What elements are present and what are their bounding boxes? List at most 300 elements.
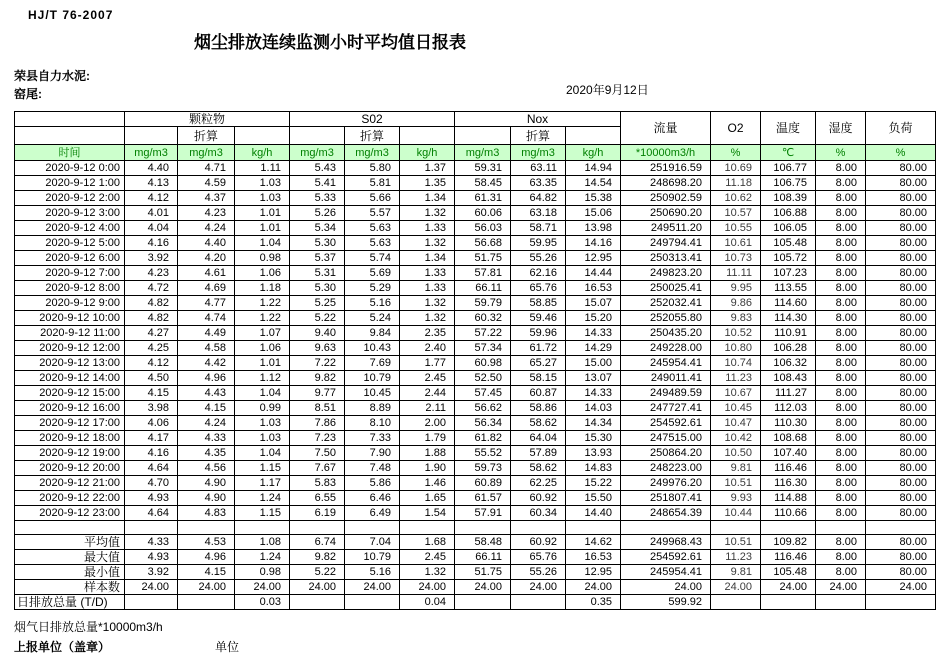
- unit-header: %: [711, 145, 761, 161]
- data-cell: 1.04: [235, 446, 290, 461]
- data-cell: 65.76: [511, 281, 566, 296]
- data-cell: 1.24: [235, 550, 290, 565]
- data-cell: 112.03: [761, 401, 816, 416]
- data-cell: [511, 595, 566, 610]
- data-cell: 7.22: [290, 356, 345, 371]
- table-row: [15, 161, 936, 176]
- report-table-wrapper: [14, 111, 936, 610]
- data-cell: 249511.20: [621, 221, 711, 236]
- data-cell: 59.31: [455, 161, 511, 176]
- data-cell: 80.00: [866, 281, 936, 296]
- data-cell: 8.00: [816, 550, 866, 565]
- data-cell: 10.69: [711, 161, 761, 176]
- summary-label: 平均值: [15, 535, 125, 550]
- data-cell: 4.23: [125, 266, 178, 281]
- data-cell: 4.06: [125, 416, 178, 431]
- data-cell: 60.32: [455, 311, 511, 326]
- data-cell: [866, 595, 936, 610]
- data-cell: 4.53: [178, 535, 235, 550]
- data-cell: 8.00: [816, 326, 866, 341]
- data-cell: 250690.20: [621, 206, 711, 221]
- data-cell: 24.00: [455, 580, 511, 595]
- data-cell: 8.00: [816, 191, 866, 206]
- time-cell: 2020-9-12 22:00: [15, 491, 125, 506]
- data-cell: 1.22: [235, 311, 290, 326]
- data-cell: 80.00: [866, 371, 936, 386]
- converted-header-so2: 折算: [345, 127, 400, 145]
- data-cell: 24.00: [290, 580, 345, 595]
- data-cell: 80.00: [866, 266, 936, 281]
- data-cell: 59.96: [511, 326, 566, 341]
- data-cell: 4.13: [125, 176, 178, 191]
- data-cell: 4.04: [125, 221, 178, 236]
- group-header-nox: Nox: [455, 112, 621, 127]
- data-cell: 108.43: [761, 371, 816, 386]
- data-cell: 1.33: [400, 221, 455, 236]
- data-cell: 248698.20: [621, 176, 711, 191]
- data-cell: 2.00: [400, 416, 455, 431]
- data-cell: 1.68: [400, 535, 455, 550]
- data-cell: 10.73: [711, 251, 761, 266]
- time-header-blank: [15, 112, 125, 127]
- table-row: [15, 341, 936, 356]
- data-cell: 14.40: [566, 506, 621, 521]
- time-cell: 2020-9-12 6:00: [15, 251, 125, 266]
- time-cell: 2020-9-12 4:00: [15, 221, 125, 236]
- data-cell: 6.74: [290, 535, 345, 550]
- data-cell: 8.00: [816, 281, 866, 296]
- data-cell: 15.30: [566, 431, 621, 446]
- data-cell: 80.00: [866, 341, 936, 356]
- company-name: 荣县自力水泥:: [14, 69, 90, 83]
- table-row: [15, 176, 936, 191]
- data-cell: 1.03: [235, 416, 290, 431]
- data-cell: 9.81: [711, 565, 761, 580]
- data-cell: 8.00: [816, 446, 866, 461]
- data-cell: 1.77: [400, 356, 455, 371]
- data-cell: 250435.20: [621, 326, 711, 341]
- data-cell: 24.00: [711, 580, 761, 595]
- data-cell: 1.15: [235, 461, 290, 476]
- data-cell: 9.95: [711, 281, 761, 296]
- data-cell: 64.82: [511, 191, 566, 206]
- flow-total-note: 烟气日排放总量*10000m3/h: [14, 620, 163, 634]
- data-cell: 2.11: [400, 401, 455, 416]
- data-cell: 8.00: [816, 401, 866, 416]
- data-cell: 5.29: [345, 281, 400, 296]
- data-cell: 251916.59: [621, 161, 711, 176]
- data-cell: [345, 595, 400, 610]
- data-cell: 12.95: [566, 565, 621, 580]
- unit-header: kg/h: [235, 145, 290, 161]
- data-cell: 7.48: [345, 461, 400, 476]
- data-cell: 80.00: [866, 161, 936, 176]
- blank-cell: [761, 521, 816, 535]
- data-cell: 11.11: [711, 266, 761, 281]
- data-cell: 4.83: [178, 506, 235, 521]
- summary-label: 最大值: [15, 550, 125, 565]
- site-name: 窑尾:: [14, 87, 42, 101]
- data-cell: 5.43: [290, 161, 345, 176]
- data-cell: 1.01: [235, 356, 290, 371]
- data-cell: 16.53: [566, 281, 621, 296]
- summary-row: [15, 580, 936, 595]
- data-cell: 80.00: [866, 296, 936, 311]
- data-cell: 60.98: [455, 356, 511, 371]
- data-cell: 60.92: [511, 491, 566, 506]
- units-row: [15, 145, 936, 161]
- data-cell: 108.39: [761, 191, 816, 206]
- data-cell: 245954.41: [621, 565, 711, 580]
- data-cell: 4.74: [178, 311, 235, 326]
- data-cell: 63.18: [511, 206, 566, 221]
- data-cell: 60.06: [455, 206, 511, 221]
- unit-header: *10000m3/h: [621, 145, 711, 161]
- data-cell: 4.27: [125, 326, 178, 341]
- data-cell: 8.00: [816, 535, 866, 550]
- data-cell: 2.35: [400, 326, 455, 341]
- group-header-temperature: 温度: [761, 112, 816, 145]
- unit-header: kg/h: [400, 145, 455, 161]
- data-cell: 254592.61: [621, 550, 711, 565]
- data-cell: 116.46: [761, 550, 816, 565]
- data-cell: 9.82: [290, 371, 345, 386]
- data-cell: 1.32: [400, 206, 455, 221]
- data-cell: 8.00: [816, 476, 866, 491]
- unit-header: mg/m3: [455, 145, 511, 161]
- data-cell: 9.83: [711, 311, 761, 326]
- data-cell: 14.94: [566, 161, 621, 176]
- data-cell: 4.72: [125, 281, 178, 296]
- data-cell: 1.03: [235, 191, 290, 206]
- data-cell: 80.00: [866, 461, 936, 476]
- group-header-particulate: 颗粒物: [125, 112, 290, 127]
- data-cell: 15.07: [566, 296, 621, 311]
- data-cell: [761, 595, 816, 610]
- data-cell: 5.86: [345, 476, 400, 491]
- unit-header: mg/m3: [290, 145, 345, 161]
- data-cell: 9.77: [290, 386, 345, 401]
- data-cell: 116.30: [761, 476, 816, 491]
- data-cell: 1.88: [400, 446, 455, 461]
- data-cell: 107.40: [761, 446, 816, 461]
- data-cell: 5.26: [290, 206, 345, 221]
- time-cell: 2020-9-12 16:00: [15, 401, 125, 416]
- converted-header-pm: 折算: [178, 127, 235, 145]
- report-date: 2020年9月12日: [566, 83, 649, 97]
- data-cell: 10.51: [711, 476, 761, 491]
- data-cell: 14.33: [566, 386, 621, 401]
- data-cell: 1.35: [400, 176, 455, 191]
- data-cell: 80.00: [866, 386, 936, 401]
- data-cell: 10.52: [711, 326, 761, 341]
- data-cell: 249228.00: [621, 341, 711, 356]
- data-cell: 60.34: [511, 506, 566, 521]
- data-cell: 5.24: [345, 311, 400, 326]
- data-cell: 1.32: [400, 311, 455, 326]
- data-cell: 12.95: [566, 251, 621, 266]
- data-cell: 1.03: [235, 176, 290, 191]
- data-cell: 5.83: [290, 476, 345, 491]
- data-cell: 5.80: [345, 161, 400, 176]
- data-cell: 250025.41: [621, 281, 711, 296]
- data-cell: 2.40: [400, 341, 455, 356]
- data-cell: 5.22: [290, 565, 345, 580]
- data-cell: 14.62: [566, 535, 621, 550]
- data-cell: 4.90: [178, 491, 235, 506]
- data-cell: 80.00: [866, 176, 936, 191]
- data-cell: 80.00: [866, 221, 936, 236]
- table-row: [15, 266, 936, 281]
- table-row: [15, 506, 936, 521]
- blank-cell: [621, 521, 711, 535]
- page-title: 烟尘排放连续监测小时平均值日报表: [194, 33, 466, 52]
- data-cell: 114.30: [761, 311, 816, 326]
- data-cell: 4.96: [178, 371, 235, 386]
- data-cell: 249823.20: [621, 266, 711, 281]
- data-cell: 1.06: [235, 266, 290, 281]
- data-cell: 1.54: [400, 506, 455, 521]
- table-row: [15, 416, 936, 431]
- data-cell: 1.06: [235, 341, 290, 356]
- data-cell: 57.45: [455, 386, 511, 401]
- data-cell: 80.00: [866, 356, 936, 371]
- data-cell: 4.20: [178, 251, 235, 266]
- unit-label: 单位: [215, 640, 240, 654]
- data-cell: 65.76: [511, 550, 566, 565]
- data-cell: 4.33: [178, 431, 235, 446]
- data-cell: 106.28: [761, 341, 816, 356]
- data-cell: 1.17: [235, 476, 290, 491]
- data-cell: 245954.41: [621, 356, 711, 371]
- data-cell: 1.03: [235, 431, 290, 446]
- data-cell: 249968.43: [621, 535, 711, 550]
- data-cell: 80.00: [866, 431, 936, 446]
- data-cell: 57.22: [455, 326, 511, 341]
- summary-row: [15, 535, 936, 550]
- data-cell: 1.79: [400, 431, 455, 446]
- data-cell: 1.04: [235, 236, 290, 251]
- table-row: [15, 191, 936, 206]
- data-cell: 9.84: [345, 326, 400, 341]
- data-cell: 58.48: [455, 535, 511, 550]
- data-cell: 7.50: [290, 446, 345, 461]
- data-cell: 4.24: [178, 416, 235, 431]
- data-cell: 57.81: [455, 266, 511, 281]
- reporting-unit-label: 上报单位（盖章）: [14, 640, 111, 654]
- blank-cell: [455, 521, 511, 535]
- data-cell: 59.46: [511, 311, 566, 326]
- summary-rows: [15, 521, 936, 610]
- data-cell: 51.75: [455, 565, 511, 580]
- data-cell: 58.86: [511, 401, 566, 416]
- hourly-rows: [15, 161, 936, 521]
- data-cell: 599.92: [621, 595, 711, 610]
- data-cell: 58.71: [511, 221, 566, 236]
- data-cell: 14.34: [566, 416, 621, 431]
- data-cell: 15.22: [566, 476, 621, 491]
- unit-header: ℃: [761, 145, 816, 161]
- data-cell: 5.31: [290, 266, 345, 281]
- data-cell: 52.50: [455, 371, 511, 386]
- data-cell: 4.56: [178, 461, 235, 476]
- data-cell: 58.15: [511, 371, 566, 386]
- data-cell: 61.82: [455, 431, 511, 446]
- data-cell: 249011.41: [621, 371, 711, 386]
- data-cell: 252055.80: [621, 311, 711, 326]
- data-cell: 61.72: [511, 341, 566, 356]
- blank-cell: [866, 521, 936, 535]
- data-cell: 15.06: [566, 206, 621, 221]
- data-cell: [816, 595, 866, 610]
- data-cell: 109.82: [761, 535, 816, 550]
- blank-cell: [290, 521, 345, 535]
- unit-header: mg/m3: [511, 145, 566, 161]
- data-cell: [125, 595, 178, 610]
- data-cell: 7.69: [345, 356, 400, 371]
- blank-cell: [400, 521, 455, 535]
- data-cell: 113.55: [761, 281, 816, 296]
- blank-cell: [345, 521, 400, 535]
- data-cell: 249794.41: [621, 236, 711, 251]
- time-cell: 2020-9-12 8:00: [15, 281, 125, 296]
- data-cell: 10.67: [711, 386, 761, 401]
- time-header-blank2: [15, 127, 125, 145]
- time-cell: 2020-9-12 5:00: [15, 236, 125, 251]
- data-cell: 80.00: [866, 565, 936, 580]
- data-cell: 6.55: [290, 491, 345, 506]
- data-cell: 15.38: [566, 191, 621, 206]
- data-cell: 5.16: [345, 565, 400, 580]
- data-cell: 14.03: [566, 401, 621, 416]
- data-cell: [455, 595, 511, 610]
- data-cell: 7.23: [290, 431, 345, 446]
- data-cell: 8.00: [816, 565, 866, 580]
- data-cell: 58.62: [511, 461, 566, 476]
- time-cell: 2020-9-12 23:00: [15, 506, 125, 521]
- data-cell: 1.12: [235, 371, 290, 386]
- data-cell: 8.00: [816, 386, 866, 401]
- unit-header: mg/m3: [178, 145, 235, 161]
- data-cell: 1.11: [235, 161, 290, 176]
- data-cell: 51.75: [455, 251, 511, 266]
- data-cell: 10.80: [711, 341, 761, 356]
- data-cell: 8.00: [816, 236, 866, 251]
- data-cell: 11.23: [711, 371, 761, 386]
- data-cell: 7.86: [290, 416, 345, 431]
- data-cell: 5.22: [290, 311, 345, 326]
- data-cell: 1.32: [400, 296, 455, 311]
- data-cell: 56.68: [455, 236, 511, 251]
- data-cell: 250902.59: [621, 191, 711, 206]
- data-cell: 4.49: [178, 326, 235, 341]
- data-cell: 249489.59: [621, 386, 711, 401]
- data-cell: 7.33: [345, 431, 400, 446]
- data-cell: 10.50: [711, 446, 761, 461]
- summary-row: [15, 550, 936, 565]
- spacer-row: [15, 521, 936, 535]
- data-cell: 80.00: [866, 236, 936, 251]
- data-cell: 4.42: [178, 356, 235, 371]
- data-cell: 4.58: [178, 341, 235, 356]
- data-cell: 1.01: [235, 221, 290, 236]
- data-cell: 4.35: [178, 446, 235, 461]
- data-cell: 0.98: [235, 565, 290, 580]
- data-cell: 4.12: [125, 356, 178, 371]
- data-cell: 4.16: [125, 236, 178, 251]
- data-cell: 65.27: [511, 356, 566, 371]
- data-cell: 56.03: [455, 221, 511, 236]
- data-cell: 5.37: [290, 251, 345, 266]
- data-cell: 5.66: [345, 191, 400, 206]
- data-cell: 24.00: [400, 580, 455, 595]
- time-cell: 2020-9-12 9:00: [15, 296, 125, 311]
- data-cell: 10.55: [711, 221, 761, 236]
- data-cell: 1.15: [235, 506, 290, 521]
- time-cell: 2020-9-12 19:00: [15, 446, 125, 461]
- data-cell: 59.95: [511, 236, 566, 251]
- data-cell: 8.00: [816, 311, 866, 326]
- data-cell: 0.03: [235, 595, 290, 610]
- data-cell: 1.37: [400, 161, 455, 176]
- data-cell: 5.63: [345, 236, 400, 251]
- data-cell: 10.79: [345, 550, 400, 565]
- data-cell: 24.00: [566, 580, 621, 595]
- data-cell: 9.82: [290, 550, 345, 565]
- data-cell: 105.72: [761, 251, 816, 266]
- data-cell: 80.00: [866, 491, 936, 506]
- blank-cell: [455, 127, 511, 145]
- data-cell: 9.40: [290, 326, 345, 341]
- data-cell: 106.75: [761, 176, 816, 191]
- table-row: [15, 296, 936, 311]
- data-cell: 62.16: [511, 266, 566, 281]
- summary-row: [15, 595, 936, 610]
- data-cell: 5.81: [345, 176, 400, 191]
- data-cell: 5.25: [290, 296, 345, 311]
- data-cell: 248223.00: [621, 461, 711, 476]
- time-cell: 2020-9-12 1:00: [15, 176, 125, 191]
- time-column-header: 时间: [15, 145, 125, 161]
- data-cell: 1.08: [235, 535, 290, 550]
- data-cell: 1.18: [235, 281, 290, 296]
- data-cell: 4.40: [178, 236, 235, 251]
- data-cell: 58.85: [511, 296, 566, 311]
- table-row: [15, 491, 936, 506]
- group-header-flow: 流量: [621, 112, 711, 145]
- data-cell: 106.88: [761, 206, 816, 221]
- data-cell: 24.00: [235, 580, 290, 595]
- data-cell: 10.74: [711, 356, 761, 371]
- data-cell: 108.68: [761, 431, 816, 446]
- data-cell: 6.49: [345, 506, 400, 521]
- data-cell: 2.44: [400, 386, 455, 401]
- data-cell: 24.00: [866, 580, 936, 595]
- data-cell: 14.54: [566, 176, 621, 191]
- data-cell: 8.89: [345, 401, 400, 416]
- data-cell: 15.00: [566, 356, 621, 371]
- data-cell: 4.82: [125, 296, 178, 311]
- data-cell: 55.26: [511, 565, 566, 580]
- data-cell: 9.81: [711, 461, 761, 476]
- data-cell: 10.57: [711, 206, 761, 221]
- data-cell: 4.16: [125, 446, 178, 461]
- data-cell: 10.45: [345, 386, 400, 401]
- table-row: [15, 356, 936, 371]
- data-cell: 105.48: [761, 565, 816, 580]
- data-cell: 80.00: [866, 206, 936, 221]
- data-cell: 56.34: [455, 416, 511, 431]
